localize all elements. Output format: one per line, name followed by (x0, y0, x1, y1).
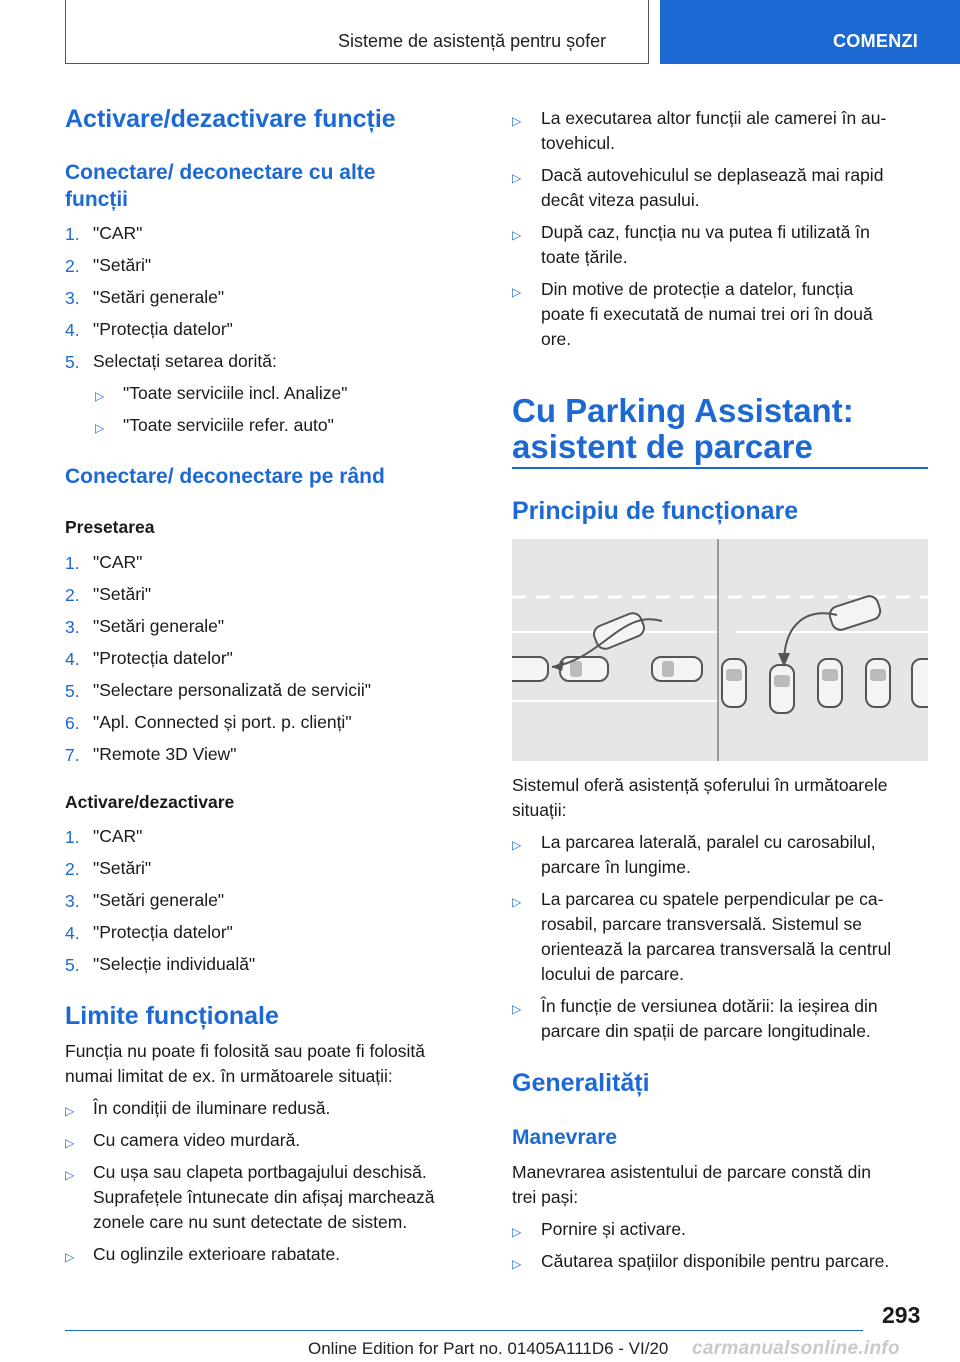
bullet-triangle-icon: ▷ (65, 1168, 75, 1182)
bullet-item: Căutarea spațiilor disponibile pentru parcare. (541, 1251, 890, 1271)
list-item: "Setări generale" (93, 616, 225, 636)
subheading-conectare-2: Conectare/ deconectare pe rând (65, 465, 385, 488)
paragraph-line: Manevrarea asistentului de parcare constă din (512, 1162, 871, 1182)
list-item: "Setări" (93, 858, 152, 878)
list-number: 3. (65, 891, 80, 911)
list-number: 4. (65, 923, 80, 943)
bullet-triangle-icon: ▷ (95, 421, 105, 435)
list-item: "Setări generale" (93, 287, 225, 307)
bullet-triangle-icon: ▷ (512, 171, 522, 185)
section-title: Sisteme de asistență pentru șofer (338, 31, 607, 51)
page-number: 293 (882, 1302, 921, 1328)
list-number: 7. (65, 745, 80, 765)
list-number: 3. (65, 288, 80, 308)
list-number: 6. (65, 713, 80, 733)
title-parking-assistant-2: asistent de parcare (512, 428, 813, 465)
bullet-item-cont: locului de parcare. (541, 964, 684, 984)
bullet-triangle-icon: ▷ (65, 1104, 75, 1118)
bullet-item-cont: zonele care nu sunt detectate de sistem. (93, 1212, 408, 1232)
list-number: 1. (65, 827, 80, 847)
bullet-item-cont: rosabil, parcare transversală. Sistemul se (541, 914, 862, 934)
parking-illustration (512, 539, 928, 761)
paragraph-line: Funcția nu poate fi folosită sau poate fi folosită (65, 1041, 425, 1061)
list-number: 1. (65, 224, 80, 244)
list-number: 2. (65, 256, 80, 276)
paragraph-line: numai limitat de ex. în următoarele situații: (65, 1066, 393, 1086)
label-presetarea: Presetarea (65, 517, 155, 537)
bullet-item: Cu camera video murdară. (93, 1130, 301, 1150)
list-item: "Setări" (93, 584, 152, 604)
bullet-triangle-icon: ▷ (512, 285, 522, 299)
list-subitem: "Toate serviciile refer. auto" (123, 415, 334, 435)
bullet-triangle-icon: ▷ (512, 1257, 522, 1271)
list-subitem: "Toate serviciile incl. Analize" (123, 383, 348, 403)
footer-edition: Online Edition for Part no. 01405A111D6 - VI/20 (308, 1339, 669, 1358)
list-item: "Protecția datelor" (93, 648, 233, 668)
bullet-item: În condiții de iluminare redusă. (93, 1098, 331, 1118)
subheading-conectare-1b: funcții (65, 188, 128, 211)
tab-label: COMENZI (833, 31, 919, 51)
bullet-item: În funcție de versiunea dotării: la ieșirea din (541, 996, 878, 1016)
bullet-triangle-icon: ▷ (65, 1136, 75, 1150)
list-number: 2. (65, 585, 80, 605)
heading-generalitati: Generalități (512, 1069, 650, 1097)
bullet-item: Pornire și activare. (541, 1219, 686, 1239)
subheading-manevrare: Manevrare (512, 1126, 618, 1149)
bullet-item-cont: poate fi executată de numai trei ori în două (541, 304, 873, 324)
list-item: "Setări" (93, 255, 152, 275)
title-parking-assistant-1: Cu Parking Assistant: (512, 392, 854, 429)
list-item: "Setări generale" (93, 890, 225, 910)
paragraph-line: trei pași: (512, 1187, 579, 1207)
list-number: 3. (65, 617, 80, 637)
bullet-triangle-icon: ▷ (512, 1225, 522, 1239)
list-number: 4. (65, 649, 80, 669)
label-activare: Activare/dezactivare (65, 792, 235, 812)
list-number: 5. (65, 681, 80, 701)
bullet-item-cont: Suprafețele întunecate din afișaj marchează (93, 1187, 435, 1207)
bullet-item: La parcarea cu spatele perpendicular pe ca- (541, 889, 884, 909)
heading-activare: Activare/dezactivare funcție (65, 105, 396, 133)
bullet-item: Din motive de protecție a datelor, funcția (541, 279, 854, 299)
bullet-triangle-icon: ▷ (512, 1002, 522, 1016)
tab-comenzi[interactable] (660, 0, 960, 64)
list-number: 5. (65, 955, 80, 975)
list-number: 1. (65, 553, 80, 573)
bullet-item: Cu oglinzile exterioare rabatate. (93, 1244, 341, 1264)
watermark: carmanualsonline.info (692, 1338, 900, 1359)
bullet-item-cont: decât viteza pasului. (541, 190, 700, 210)
bullet-item-cont: parcare în lungime. (541, 857, 691, 877)
bullet-item-cont: toate țările. (541, 247, 628, 267)
list-item: "CAR" (93, 552, 143, 572)
bullet-item-cont: ore. (541, 329, 572, 349)
bullet-triangle-icon: ▷ (95, 389, 105, 403)
list-item: Selectați setarea dorită: (93, 351, 277, 371)
bullet-item-cont: tovehicul. (541, 133, 615, 153)
bullet-item: Dacă autovehiculul se deplasează mai rapid (541, 165, 884, 185)
bullet-item: La parcarea laterală, paralel cu carosabilul, (541, 832, 876, 852)
subheading-conectare-1a: Conectare/ deconectare cu alte (65, 161, 376, 184)
footer-rule (65, 1330, 863, 1331)
bullet-item-cont: orientează la parcarea transversală la centrul (541, 939, 892, 959)
bullet-triangle-icon: ▷ (65, 1250, 75, 1264)
list-item: "Selectare personalizată de servicii" (93, 680, 371, 700)
bullet-item: Cu ușa sau clapeta portbagajului deschisă. (93, 1162, 427, 1182)
heading-principiu: Principiu de funcționare (512, 497, 799, 525)
title-rule (512, 467, 928, 469)
list-number: 5. (65, 352, 80, 372)
list-item: "CAR" (93, 826, 143, 846)
list-item: "CAR" (93, 223, 143, 243)
list-number: 4. (65, 320, 80, 340)
bullet-triangle-icon: ▷ (512, 838, 522, 852)
paragraph-line: Sistemul oferă asistență șoferului în următoarele (512, 775, 888, 795)
list-item: "Protecția datelor" (93, 319, 233, 339)
bullet-item-cont: parcare din spații de parcare longitudinale. (541, 1021, 871, 1041)
bullet-triangle-icon: ▷ (512, 114, 522, 128)
bullet-triangle-icon: ▷ (512, 228, 522, 242)
list-item: "Selecție individuală" (93, 954, 256, 974)
list-item: "Protecția datelor" (93, 922, 233, 942)
list-number: 2. (65, 859, 80, 879)
paragraph-line: situații: (512, 800, 567, 820)
heading-limite: Limite funcționale (65, 1002, 279, 1030)
bullet-triangle-icon: ▷ (512, 895, 522, 909)
list-item: "Apl. Connected și port. p. clienți" (93, 712, 352, 732)
bullet-item: După caz, funcția nu va putea fi utilizată în (541, 222, 870, 242)
parking-diagram (512, 539, 928, 761)
list-item: "Remote 3D View" (93, 744, 237, 764)
bullet-item: La executarea altor funcții ale camerei în au- (541, 108, 887, 128)
